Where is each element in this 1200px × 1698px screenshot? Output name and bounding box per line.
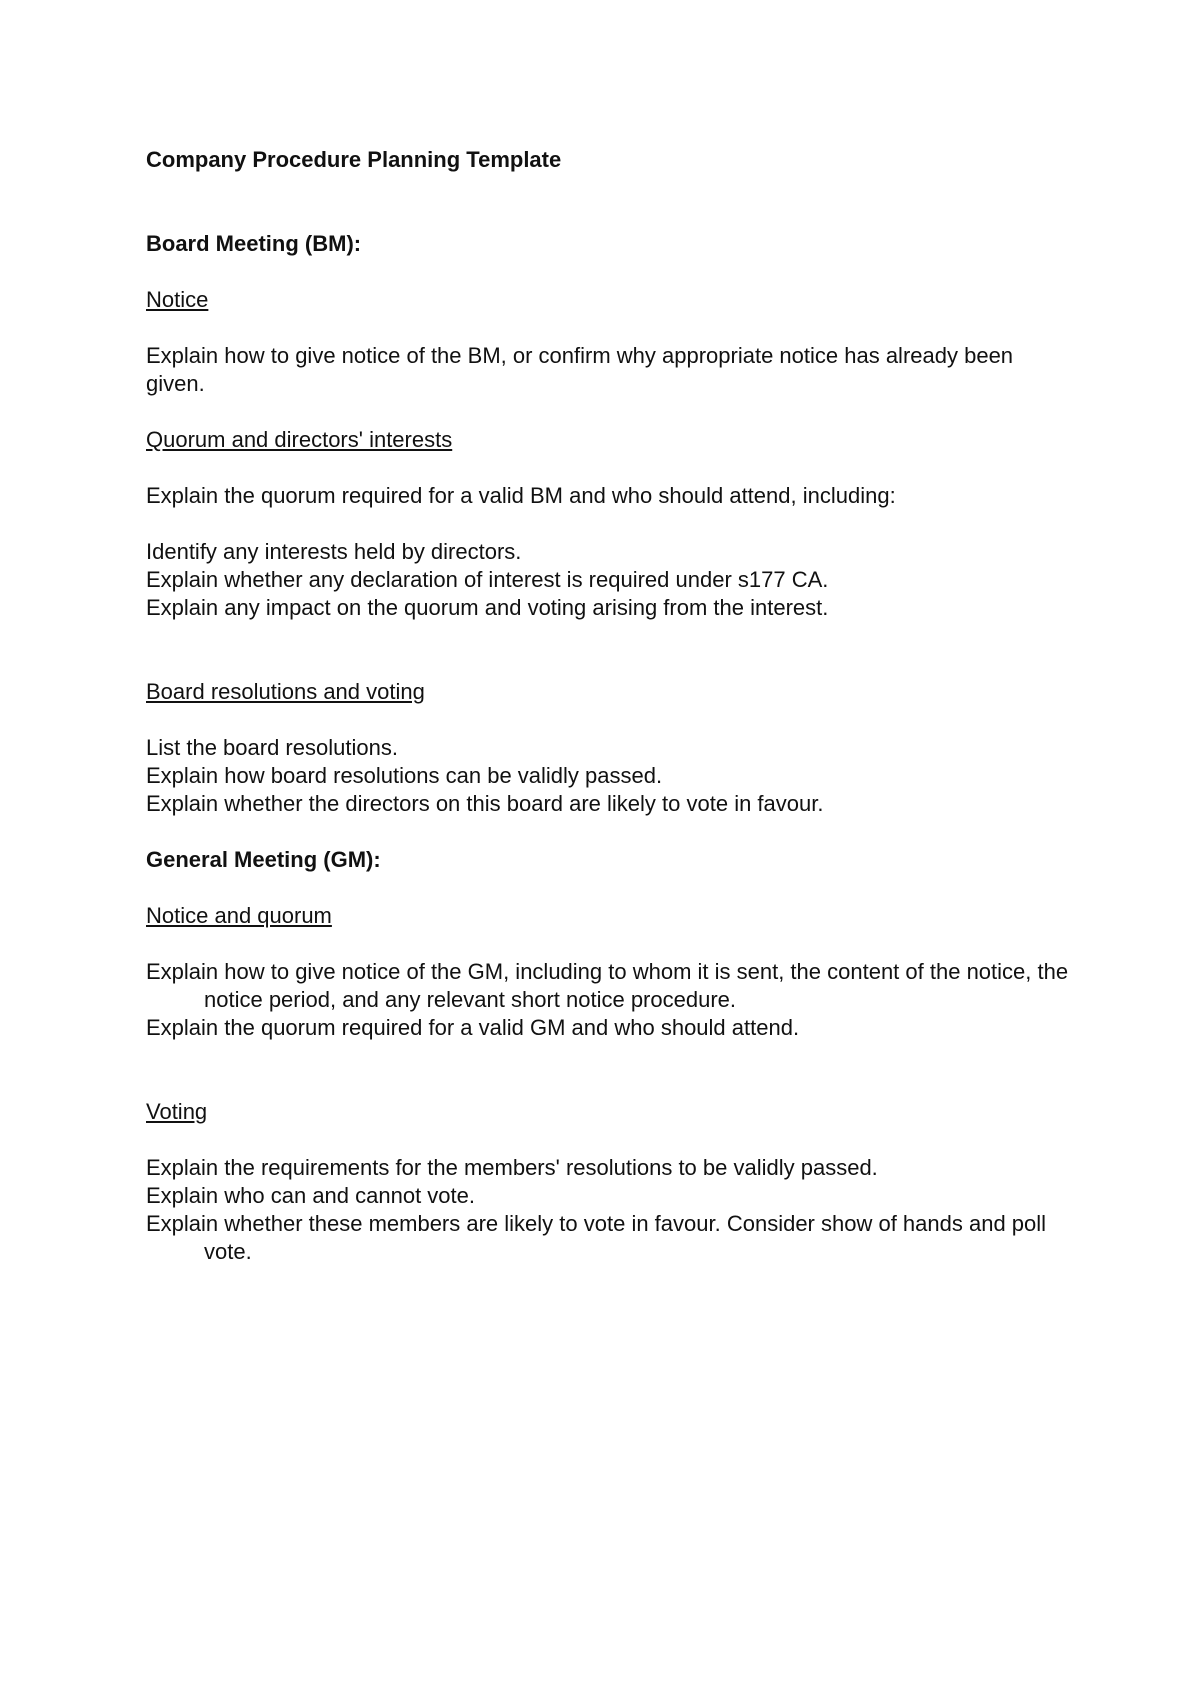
voting-list — [146, 1154, 1076, 1266]
list-item: Identify any interests held by directors. — [146, 539, 522, 564]
list-item: Explain the requirements for the members' resolutions to be validly passed. — [146, 1155, 878, 1180]
board-resolutions-heading: Board resolutions and voting — [146, 679, 425, 704]
notice-text: Explain how to give notice of the BM, or confirm why appropriate notice has already been given. — [146, 343, 1014, 396]
quorum-intro-text: Explain the quorum required for a valid BM and who should attend, including: — [146, 483, 896, 508]
notice-quorum-list — [146, 958, 1076, 1042]
list-item: Explain the quorum required for a valid GM and who should attend. — [146, 1015, 800, 1040]
list-item: Explain whether these members are likely to vote in favour. Consider show of hands and poll vote. — [146, 1211, 1047, 1264]
list-item: Explain how to give notice of the GM, including to whom it is sent, the content of the notice, the notice period, and any relevant short notice procedure. — [146, 959, 1069, 1012]
quorum-interests-list — [146, 538, 1076, 622]
notice-quorum-heading: Notice and quorum — [146, 903, 332, 928]
board-meeting-heading: Board Meeting (BM): — [146, 231, 362, 256]
general-meeting-heading: General Meeting (GM): — [146, 847, 381, 872]
board-resolutions-list — [146, 734, 1076, 818]
list-item: Explain whether the directors on this board are likely to vote in favour. — [146, 791, 824, 816]
list-item: Explain who can and cannot vote. — [146, 1183, 476, 1208]
list-item: Explain any impact on the quorum and voting arising from the interest. — [146, 595, 829, 620]
document-body — [146, 146, 1076, 1294]
list-item: Explain whether any declaration of interest is required under s177 CA. — [146, 567, 829, 592]
quorum-interests-heading: Quorum and directors' interests — [146, 427, 453, 452]
list-item: List the board resolutions. — [146, 735, 398, 760]
voting-heading: Voting — [146, 1099, 208, 1124]
notice-heading: Notice — [146, 287, 209, 312]
document-title: Company Procedure Planning Template — [146, 147, 562, 172]
list-item: Explain how board resolutions can be validly passed. — [146, 763, 663, 788]
